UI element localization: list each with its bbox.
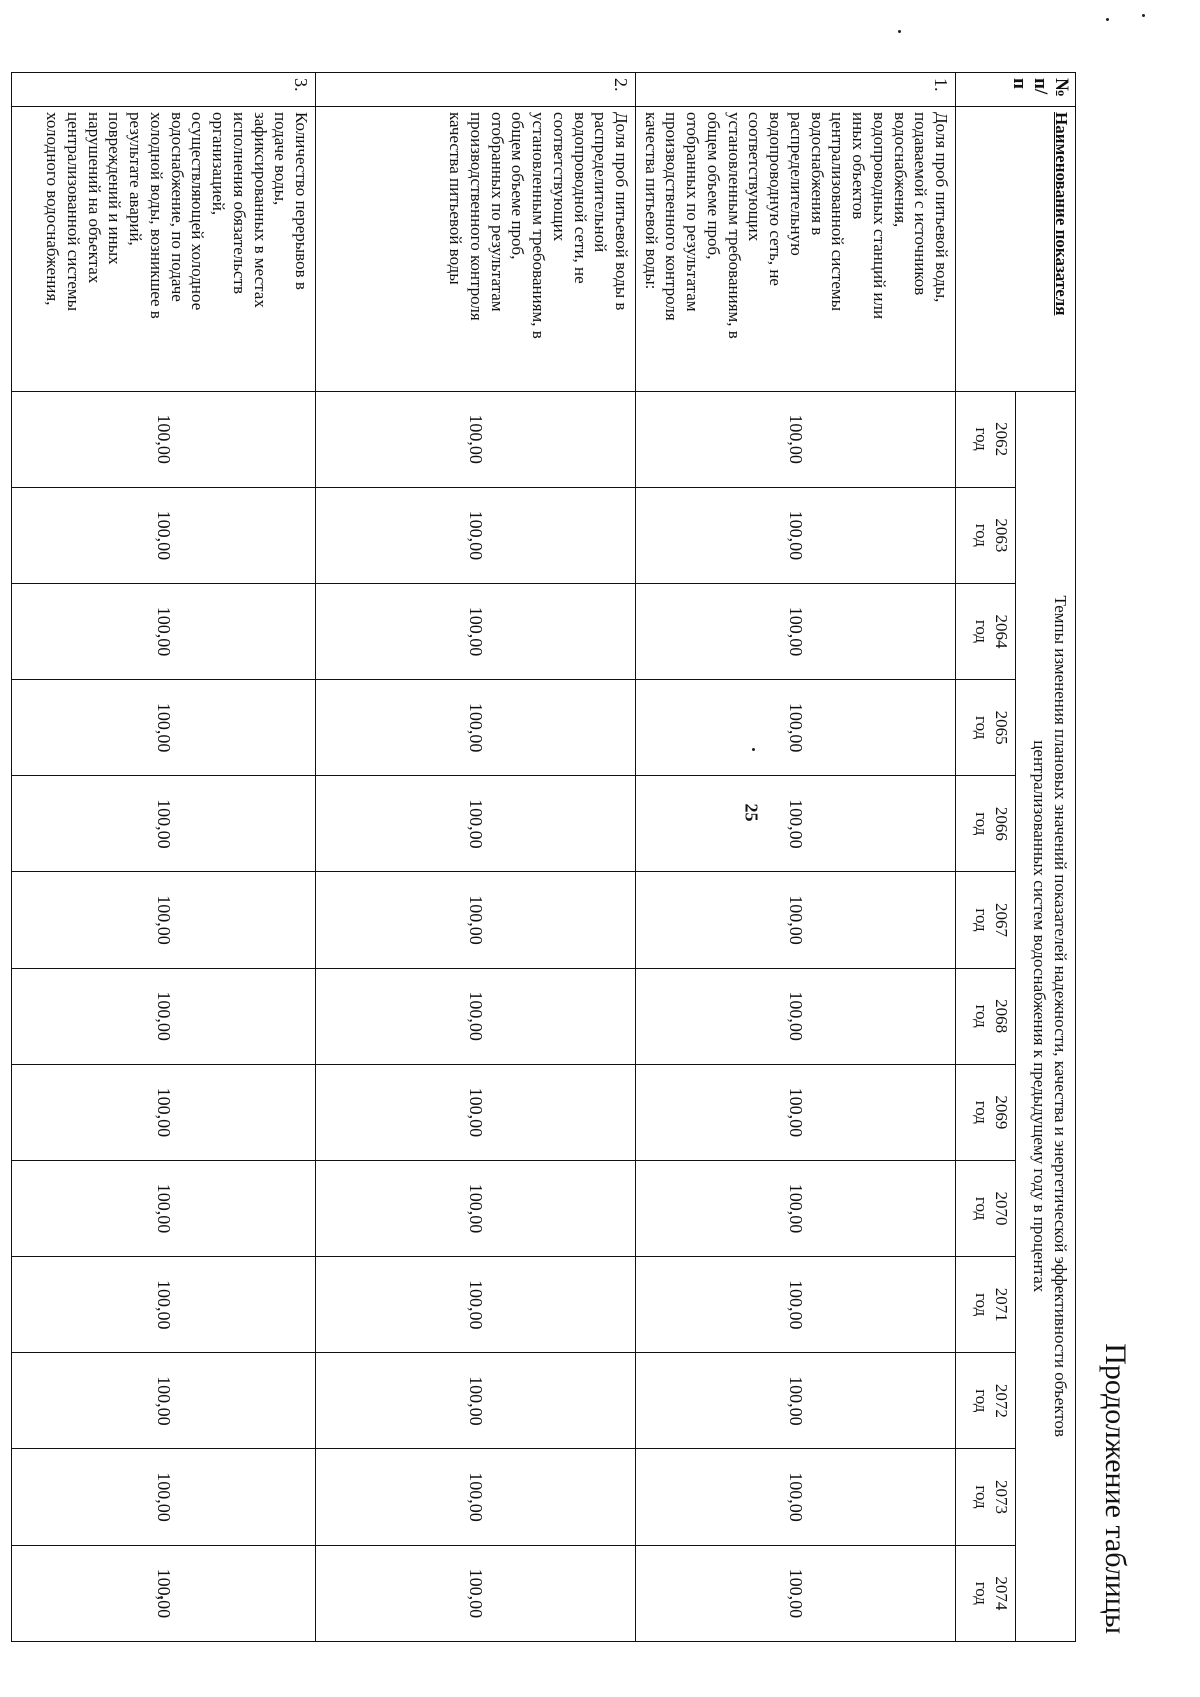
value-cell: 100,00 [315,1353,635,1449]
header-number-line: № [1051,78,1072,98]
year-header-2064 [956,583,1016,679]
row-number: 3. [11,73,315,107]
year-unit: год [972,1485,992,1509]
value-cell: 100,00 [635,487,955,583]
year-value: 2070 [992,1191,1011,1226]
value-cell: 100,00 [11,872,315,968]
value-cell: 100,00 [11,776,315,872]
page-number: 25 [741,803,762,822]
indicator-name-line: подаче воды, [271,112,291,206]
year-value: 2068 [992,999,1011,1034]
indicator-name-line: организацией, [209,112,229,216]
value-cell: 100,00 [315,1160,635,1256]
value-cell: 100,00 [11,391,315,487]
value-cell: 100,00 [11,1449,315,1545]
indicator-name-line: водоснабжения, [890,112,910,228]
rotated-page [10,52,1154,1642]
indicator-name-line: установленным требованиям, в [724,112,744,339]
value-cell: 100,00 [315,1257,635,1353]
indicator-name-line: общем объеме проб, [703,112,723,260]
year-header-2068 [956,968,1016,1064]
value-cell: 100,00 [11,1257,315,1353]
indicator-name-line: зафиксированных в местах [250,112,270,308]
year-unit: год [972,523,992,547]
value-cell: 100,00 [315,391,635,487]
indicator-name-line: холодного водоснабжения, [43,112,63,306]
year-unit: год [972,1389,992,1413]
year-unit: год [972,908,992,932]
value-cell: 100,00 [11,1545,315,1641]
year-header-2072 [956,1353,1016,1449]
scan-speck [1142,14,1145,17]
header-row-top [1016,73,1076,1642]
indicator-name-line: соответствующих [745,112,765,242]
header-title-line: Темпы изменения плановых значений показателей надежности, качества и энергетической эффективности объектов [1051,595,1070,1438]
year-header-2067 [956,872,1016,968]
indicator-name-line: централизованной системы [828,112,848,312]
indicator-name [11,107,315,392]
indicator-name-line: централизованной системы [63,112,83,312]
year-header-2073 [956,1449,1016,1545]
year-header-2069 [956,1064,1016,1160]
value-cell: 100,00 [635,1353,955,1449]
header-title-line: централизованных систем водоснабжения к предыдущему году в процентах [1029,740,1049,1293]
indicator-name-line: производственного контроля [466,112,486,321]
value-cell: 100,00 [635,583,955,679]
year-unit: год [972,1196,992,1221]
indicators-table [11,72,1076,1642]
year-value: 2062 [992,422,1011,457]
indicator-name-line: Доля проб питьевой воды, [932,112,951,303]
year-header-2070 [956,1160,1016,1256]
header-title [1016,391,1076,1641]
year-value: 2069 [992,1095,1011,1130]
indicator-name-line: исполнения обязательств [229,112,249,295]
year-unit: год [972,1581,992,1605]
value-cell: 100,00 [635,872,955,968]
scan-speck [898,30,901,33]
year-value: 2064 [992,614,1011,649]
indicator-name-line: водоснабжение, по подаче [167,112,187,302]
indicator-name-line: Количество перерывов в [291,112,311,290]
value-cell: 100,00 [11,968,315,1064]
value-cell: 100,00 [11,583,315,679]
indicator-name-line: соответствующих [549,112,569,242]
indicator-name-line: водопроводных станций или [869,112,889,320]
value-cell: 100,00 [11,680,315,776]
header-number-cell [956,73,1076,107]
year-header-2062 [956,391,1016,487]
continuation-label: Продолжение таблицы [1099,1343,1132,1634]
header-number-line: п [1009,78,1031,89]
indicator-name-line: повреждений и иных [105,112,125,265]
year-value: 2071 [992,1287,1011,1322]
year-header-2074 [956,1545,1016,1641]
value-cell: 100,00 [315,968,635,1064]
table-row [315,73,635,1642]
indicator-name-line: качества питьевой воды [446,112,466,285]
year-value: 2072 [992,1383,1011,1418]
indicator-name-line: качества питьевой воды: [641,112,661,290]
header-indicator-name: Наименование показателя [956,107,1076,392]
value-cell: 100,00 [315,1064,635,1160]
indicator-name-line: водоснабжения в [807,112,827,236]
value-cell: 100,00 [635,1449,955,1545]
year-unit: год [972,1004,992,1028]
value-cell: 100,00 [635,680,955,776]
row-number: 1. [635,73,955,107]
value-cell: 100,00 [315,1449,635,1545]
indicator-name [315,107,635,392]
value-cell: 100,00 [635,1064,955,1160]
indicator-name-line: иных объектов [849,112,869,220]
year-value: 2067 [992,903,1011,937]
year-header-2071 [956,1257,1016,1353]
indicator-name-line: результате аварий, [126,112,146,246]
indicator-name-line: Доля проб питьевой воды в [611,112,631,311]
value-cell: 100,00 [315,776,635,872]
value-cell: 100,00 [635,968,955,1064]
year-value: 2066 [992,806,1011,841]
indicator-name-line: отобранных по результатам [683,112,703,312]
value-cell: 100,00 [11,1160,315,1256]
indicator-name-line: производственного контроля [662,112,682,321]
indicator-name [635,107,955,392]
value-cell: 100,00 [315,1545,635,1641]
value-cell: 100,00 [315,583,635,679]
year-value: 2065 [992,710,1011,745]
indicator-name-line: общем объеме проб, [508,112,528,260]
indicator-name-line: распределительной [591,112,611,253]
value-cell: 100,00 [11,1353,315,1449]
value-cell: 100,00 [11,487,315,583]
year-header-2063 [956,487,1016,583]
indicator-name-line: установленным требованиям, в [529,112,549,339]
value-cell: 100,00 [635,391,955,487]
value-cell: 100,00 [635,1545,955,1641]
year-value: 2074 [992,1576,1011,1611]
value-cell: 100,00 [11,1064,315,1160]
year-unit: год [972,716,992,740]
table-row [11,73,315,1642]
value-cell: 100,00 [315,487,635,583]
value-cell: 100,00 [635,1257,955,1353]
table-row [635,73,955,1642]
year-unit: год [972,619,992,644]
indicator-name-line: распределительную [786,112,806,256]
header-number-line: п/ [1030,78,1052,95]
year-value: 2063 [992,518,1011,553]
year-unit: год [972,1100,992,1124]
indicator-name-line: подаваемой с источников [911,112,931,296]
scan-speck [1106,18,1109,21]
value-cell: 100,00 [635,776,955,872]
indicator-name-line: осуществляющей холодное [188,112,208,311]
year-unit: год [972,1293,992,1317]
row-number: 2. [315,73,635,107]
value-cell: 100,00 [315,680,635,776]
indicator-name-line: холодной воды, возникшее в [146,112,166,319]
indicator-name-line: водопроводной сети, не [570,112,590,284]
indicator-name-line: нарушений на объектах [84,112,104,284]
year-unit: год [972,427,992,451]
year-header-2065 [956,680,1016,776]
value-cell: 100,00 [635,1160,955,1256]
value-cell: 100,00 [315,872,635,968]
indicator-name-line: отобранных по результатам [487,112,507,312]
indicator-name-line: водопроводную сеть, не [766,112,786,286]
year-unit: год [972,812,992,836]
year-header-2066 [956,776,1016,872]
year-value: 2073 [992,1480,1011,1515]
